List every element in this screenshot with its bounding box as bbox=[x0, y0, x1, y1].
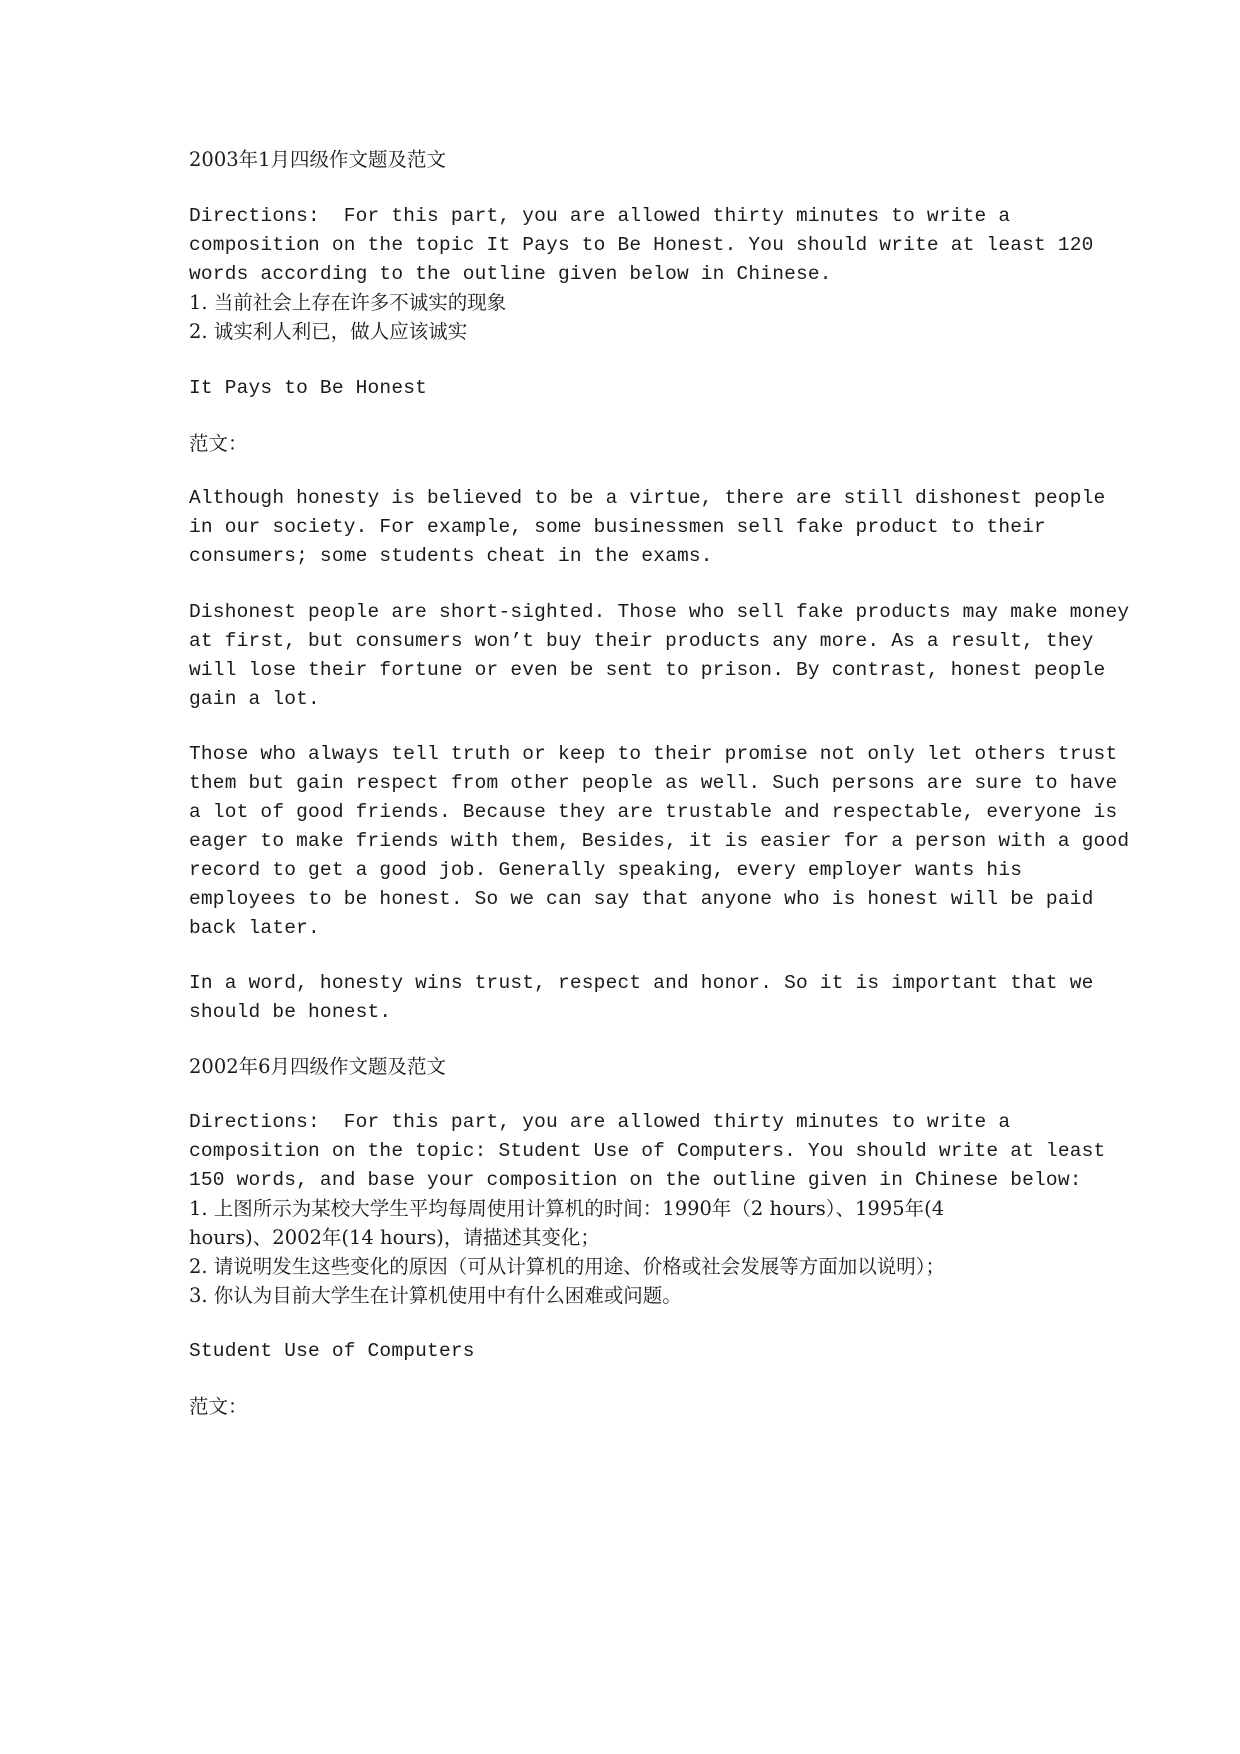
essay-paragraph-line: back later. bbox=[189, 917, 320, 939]
outline-item: hours)、2002年(14 hours)，请描述其变化； bbox=[189, 1226, 600, 1249]
essay-paragraph-line: gain a lot. bbox=[189, 688, 320, 710]
outline-item: 2. 诚实利人利已，做人应该诚实 bbox=[189, 320, 468, 343]
outline-item: 1. 上图所示为某校大学生平均每周使用计算机的时间：1990年（2 hours）、1995年(4 bbox=[189, 1197, 945, 1220]
essay-paragraph-line: consumers; some students cheat in the exams. bbox=[189, 545, 713, 567]
essay-paragraph-line: In a word, honesty wins trust, respect and honor. So it is important that we bbox=[189, 972, 1094, 994]
directions-line: composition on the topic: Student Use of Computers. You should write at least bbox=[189, 1140, 1106, 1162]
outline-item: 3. 你认为目前大学生在计算机使用中有什么困难或问题。 bbox=[189, 1284, 682, 1307]
essay-paragraph-line: should be honest. bbox=[189, 1001, 392, 1023]
essay-paragraph-line: a lot of good friends. Because they are trustable and respectable, everyone is bbox=[189, 801, 1118, 823]
outline-item: 2. 请说明发生这些变化的原因（可从计算机的用途、价格或社会发展等方面加以说明）； bbox=[189, 1255, 946, 1278]
essay-paragraph-line: Dishonest people are short-sighted. Those who sell fake products may make money bbox=[189, 601, 1130, 623]
essay-paragraph-line: at first, but consumers won’t buy their products any more. As a result, they bbox=[189, 630, 1094, 652]
sample-label: 范文： bbox=[189, 432, 248, 455]
essay-paragraph-line: employees to be honest. So we can say that anyone who is honest will be paid bbox=[189, 888, 1094, 910]
essay-paragraph-line: Those who always tell truth or keep to their promise not only let others trust bbox=[189, 743, 1118, 765]
essay-paragraph-line: in our society. For example, some businessmen sell fake product to their bbox=[189, 516, 1046, 538]
directions-line: words according to the outline given below in Chinese. bbox=[189, 263, 832, 285]
sample-label: 范文： bbox=[189, 1395, 248, 1418]
section-heading: 2003年1月四级作文题及范文 bbox=[189, 148, 447, 171]
essay-title: It Pays to Be Honest bbox=[189, 377, 428, 399]
directions-line: 150 words, and base your composition on the outline given in Chinese below: bbox=[189, 1169, 1082, 1191]
essay-title: Student Use of Computers bbox=[189, 1340, 475, 1362]
directions-line: composition on the topic It Pays to Be Honest. You should write at least 120 bbox=[189, 234, 1094, 256]
directions-line: Directions: For this part, you are allowed thirty minutes to write a bbox=[189, 1111, 1011, 1133]
essay-paragraph-line: eager to make friends with them, Besides, it is easier for a person with a good bbox=[189, 830, 1130, 852]
section-heading: 2002年6月四级作文题及范文 bbox=[189, 1055, 447, 1078]
directions-line: Directions: For this part, you are allowed thirty minutes to write a bbox=[189, 205, 1011, 227]
essay-paragraph-line: record to get a good job. Generally speaking, every employer wants his bbox=[189, 859, 1023, 881]
essay-paragraph-line: will lose their fortune or even be sent to prison. By contrast, honest people bbox=[189, 659, 1106, 681]
outline-item: 1. 当前社会上存在许多不诚实的现象 bbox=[189, 291, 507, 314]
essay-paragraph-line: Although honesty is believed to be a virtue, there are still dishonest people bbox=[189, 487, 1106, 509]
essay-paragraph-line: them but gain respect from other people as well. Such persons are sure to have bbox=[189, 772, 1118, 794]
